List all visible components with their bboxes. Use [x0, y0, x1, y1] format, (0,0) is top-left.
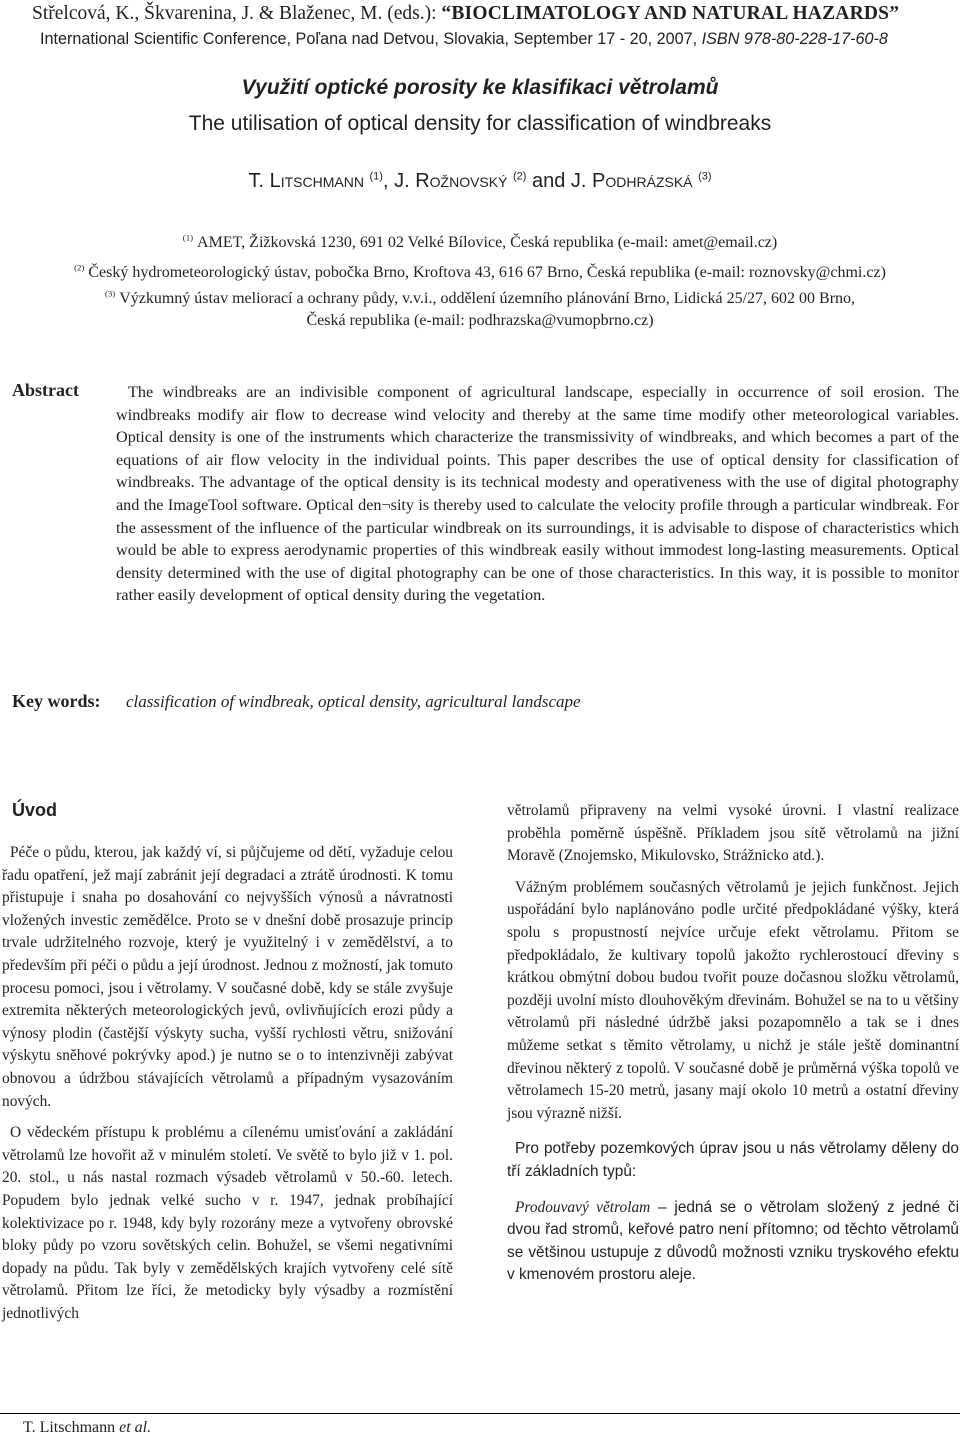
intro-paragraph-2: O vědeckém přístupu k problému a cílenému umisťování a zakládání větrolamů lze hovořit až v minulém století. Ve světě to bylo již v 1. pol. 20. stol., u nás nastal rozmach výsadeb větrolamů v 50.-60. letech. Popudem bylo jednak velké sucho v r. 1947, jednak probíhající kolektivizace po r. 1948, kdy byly rozorány meze a vytvořeny obrovské bloky půdy po vzoru sovětských celin. Bohužel, se všemi negativními dopady na půdu. Tak byly v zemědělských krajích vytvořeny celé sítě větrolamů. Přitom lze říci, že metodicky byly výsadby a rozmístění jednotlivých — [2, 1124, 453, 1322]
running-header — [32, 3, 952, 25]
right-column — [507, 800, 959, 1287]
header-isbn: ISBN 978-80-228-17-60-8 — [701, 30, 888, 48]
footer-etal: et al. — [119, 1419, 152, 1436]
affiliation-1-text: AMET, Žižkovská 1230, 691 02 Velké Bílovice, Česká republika (e-mail: amet@email.cz) — [197, 234, 778, 251]
abstract-body — [116, 381, 959, 607]
windbreak-type-term: Prodouvavý větrolam — [515, 1198, 651, 1216]
affiliation-3 — [0, 288, 960, 310]
author-2-affiliation-mark: (2) — [513, 170, 527, 183]
title-english: The utilisation of optical density for classification of windbreaks — [188, 112, 772, 135]
affiliation-2-mark: (2) — [74, 262, 85, 273]
section-heading-uvod: Úvod — [12, 800, 57, 820]
author-3-initial: and J. P — [526, 170, 606, 192]
affiliation-1 — [0, 232, 960, 254]
intro-paragraph-1: Péče o půdu, kterou, jak každý ví, si půjčujeme od dětí, vyžaduje celou řadu opatření, jež mají zabránit její degradaci a ztrátě úrodnosti. K tomu přistupuje i snaha po dosahování co nejvyšších výnosů a návratnosti vložených investic zemědělce. Proto se v dnešní době prosazuje princip trvale udržitelného rozvoje, který je využitelný i v zemědělství, a to především při péči o půdu a její úrodnost. Jednou z možností, jak tomuto procesu pomoci, jsou i větrolamy. V současné době, kdy se stále zvyšuje extremita některých meteorologických jevů, ovlivňujících erozi půdy a výnosy plodin (častější výskyty sucha, vyšší rychlosti větru, snižování výskytu sněhové pokrývky apod.) je nutno se o to intenzivněji zabývat obnovou a údržbou stávajících větrolamů a případným vysazováním nových. — [2, 844, 453, 1110]
author-3-affiliation-mark: (3) — [698, 170, 712, 183]
author-1-initial: T. L — [248, 170, 281, 192]
footer-author: T. Litschmann — [23, 1419, 116, 1436]
keywords-label: Key words: — [12, 691, 101, 711]
affiliation-2-text: Český hydrometeorologický ústav, pobočka Brno, Kroftova 43, 616 67 Brno, Česká republika (e-mail: roznovsky@chmi.cz) — [88, 264, 886, 281]
left-column — [2, 842, 453, 1325]
affiliation-3-continued — [0, 310, 960, 332]
header-proceedings-title: “BIOCLIMATOLOGY AND NATURAL HAZARDS” — [441, 3, 900, 24]
footer-rule — [0, 1413, 960, 1414]
keywords-text: classification of windbreak, optical density, agricultural landscape — [126, 692, 581, 711]
affiliation-3-continued-text: Česká republika (e-mail: podhrazska@vumopbrno.cz) — [306, 312, 654, 329]
intro-paragraph-5: Pro potřeby pozemkových úprav jsou u nás větrolamy děleny do tří základních typů: — [507, 1140, 959, 1180]
page-footer — [23, 1419, 151, 1437]
intro-paragraph-4: Vážným problémem současných větrolamů je jejich funkčnost. Jejich uspořádání bylo naplánováno podle určité předpokládané výšky, která spolu s propustností nejvíce určuje efekt větrolamu. Přitom se předpokládalo, že kultivary topolů jakožto rychlerostoucí dřeviny s krátkou obmýtní dobou budou tvořit pouze dočasnou složku větrolamů, později uvolní místo dlouhověkým dřevinám. Bohužel se na to u většiny větrolamů při následné údržbě jaksi pozapomnělo a tak se i dnes můžeme setkat s těmito větrolamy, u nichž je stále ještě dominantní dřevinou některý z topolů. V současné době je průměrná výška topolů ve větrolamech 15-20 metrů, jasany mají okolo 10 metrů a ostatní dřeviny jsou výrazně nižší. — [507, 878, 959, 1122]
author-list — [0, 170, 960, 193]
running-subheader — [40, 30, 960, 49]
abstract-text: The windbreaks are an indivisible component of agricultural landscape, especially in occurrence of soil erosion. The windbreaks modify air flow to decrease wind velocity and thereby at the same time modify other meteorological variables. Optical density is one of the instruments which characterize the transmissivity of windbreaks, and which becomes a part of the equations of air flow velocity in the individual points. This paper describes the use of optical density for classification of windbreaks. The advantage of the optical density is its technical modesty and operativeness with the use of digital photography and the ImageTool software. Optical den¬sity is thereby used to calculate the velocity profile through a particular windbreak. For the assessment of the influence of the particular windbreak on its surroundings, it is advisable to dispose of characteristics which would be able to express aerodynamic properties of this windbreak easily without immodest long-lasting measurements. Optical density determined with the use of digital photography can be one of those characteristics. In this way, it is possible to monitor rather easily development of optical density during the vegetation. — [116, 383, 959, 605]
header-editors: Střelcová, K., Škvarenina, J. & Blaženec, M. (eds.): — [32, 3, 437, 24]
affiliation-2 — [0, 262, 960, 284]
windbreak-type-description: – jedná se o větrolam složený z jedné či dvou řad stromů, keřové patro není přítomno; od těchto větrolamů se většinou ustupuje z důvodů možnosti vzniku tryskového efektu v kmenovém prostoru aleje. — [507, 1198, 959, 1284]
affiliation-1-mark: (1) — [182, 232, 194, 243]
author-2-initial: , J. R — [382, 170, 430, 192]
affiliation-3-mark: (3) — [104, 288, 116, 299]
author-1-affiliation-mark: (1) — [369, 170, 383, 183]
header-conference: International Scientific Conference, Poľana nad Detvou, Slovakia, September 17 - 20, 2007, — [40, 30, 698, 48]
author-1-surname: ITSCHMANN — [280, 174, 364, 190]
affiliation-3-text: Výzkumný ústav meliorací a ochrany půdy, v.v.i., oddělení územního plánování Brno, Lidická 25/27, 602 00 Brno, — [119, 290, 856, 307]
intro-paragraph-6 — [507, 1197, 959, 1287]
author-2-surname: OŽNOVSKÝ — [429, 174, 508, 190]
intro-paragraph-3: větrolamů připraveny na velmi vysoké úrovni. I vlastní realizace proběhla poměrně úspěšně. Příkladem jsou sítě větrolamů na jižní Moravě (Znojemsko, Mikulovsko, Strážnicko atd.). — [507, 802, 959, 865]
abstract-label: Abstract — [12, 380, 79, 400]
author-3-surname: ODHRÁZSKÁ — [605, 174, 693, 190]
title-czech: Využití optické porosity ke klasifikaci větrolamů — [241, 76, 719, 99]
